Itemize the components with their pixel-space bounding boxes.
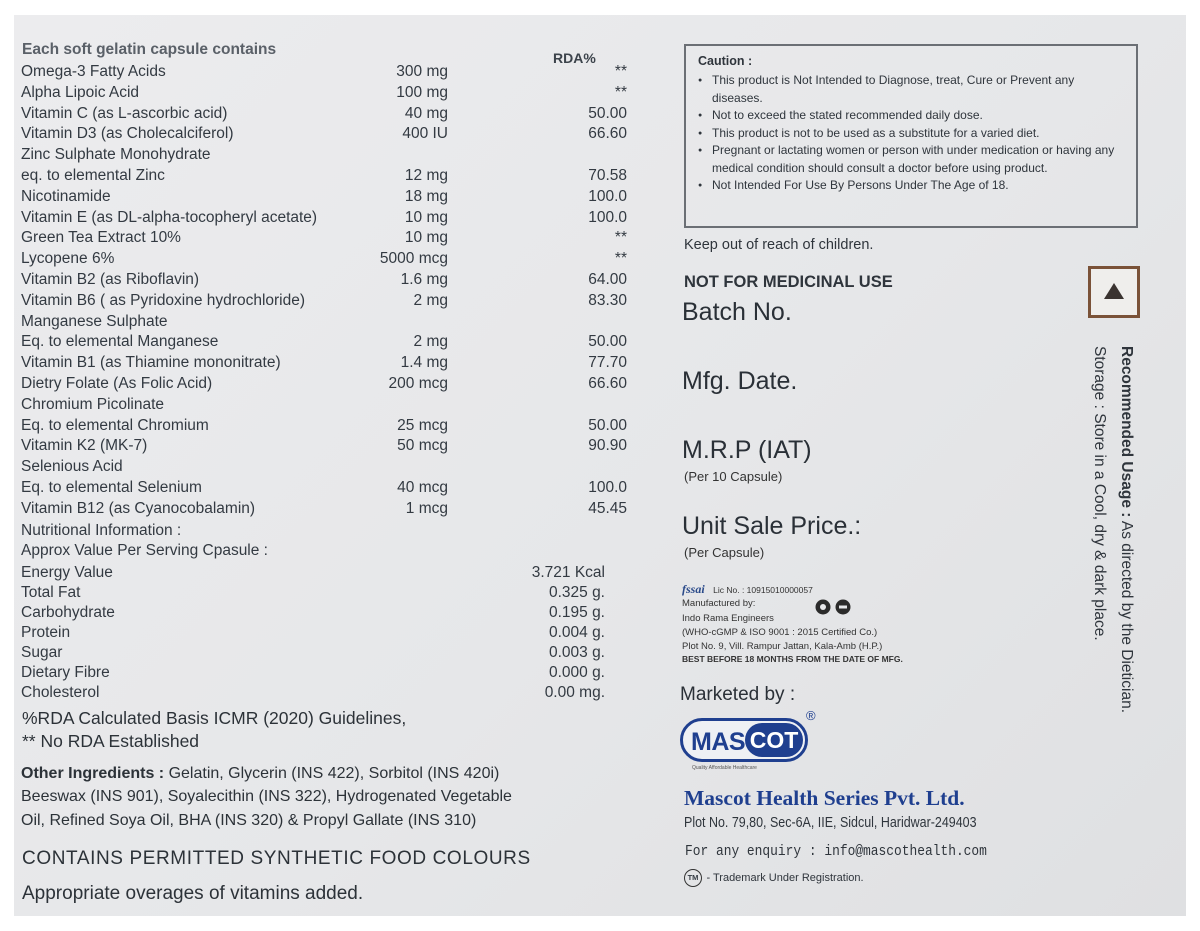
nutrition-row [21,683,611,703]
ingredient-rda: 66.60 [588,125,627,143]
nutrient-value: 0.000 g. [548,664,605,681]
nutrient-value: 0.003 g. [548,644,605,661]
ingredient-name: Vitamin B1 (as Thiamine mononitrate) [21,354,281,372]
ingredient-row [21,124,641,144]
ingredient-name: Vitamin K2 (MK-7) [21,437,148,455]
nutrition-row [21,603,611,623]
company-name: Mascot Health Series Pvt. Ltd. [684,786,965,810]
nutrient-name: Protein [21,624,71,641]
registered-mark: ® [806,708,816,723]
ingredient-rda: ** [614,250,627,268]
ingredient-rda: ** [614,83,627,101]
ingredient-row [21,353,641,373]
nutrient-value: 0.195 g. [548,604,605,621]
ingredient-name: Alpha Lipoic Acid [21,83,140,101]
ingredient-name: eq. to elemental Zinc [21,167,165,184]
ingredient-quantity: 1.6 mg [400,271,448,288]
fssai-line [682,580,813,598]
nutrition-row [21,563,611,583]
ingredient-name: Omega-3 Fatty Acids [21,63,166,80]
fssai-license: Lic No. : 10915010000057 [713,585,813,595]
ingredient-quantity: 18 mg [404,187,448,205]
ingredient-quantity: 50 mcg [397,437,448,455]
ingredient-rda: 100.0 [588,208,627,226]
enquiry-line: For any enquiry : info@mascothealth.com [685,843,987,860]
nutrition-row [21,663,611,683]
ingredient-rda: 45.45 [588,499,627,517]
caution-item: ● Not to exceed the stated recommended daily dose. [698,107,1128,125]
ingredient-name: Eq. to elemental Chromium [21,416,209,434]
ingredient-row [21,145,641,165]
not-medicinal-note: NOT FOR MEDICINAL USE [684,273,893,291]
ingredient-quantity: 300 mg [396,63,448,80]
ingredient-rda: 66.60 [588,375,627,392]
contains-heading: Each soft gelatin capsule contains [22,41,277,58]
nutrient-value: 0.325 g. [548,584,605,601]
ingredient-name: Vitamin C (as L-ascorbic acid) [21,104,228,122]
ingredient-row [21,249,641,269]
batch-number-label: Batch No. [682,298,792,326]
ingredient-quantity: 100 mg [396,83,448,101]
mrp-label: M.R.P (IAT) [682,436,812,464]
overages-note: Appropriate overages of vitamins added. [22,883,364,904]
rda-basis-note: %RDA Calculated Basis ICMR (2020) Guidelines, [22,708,407,728]
caution-item: ● Pregnant or lactating women or person with under medication or having any medical condition should consult a doctor before using product. [698,142,1128,177]
marketed-by-label: Marketed by : [680,684,796,705]
ingredient-row [21,62,641,82]
ingredient-name: Vitamin D3 (as Cholecalciferol) [21,125,234,143]
ingredient-quantity: 1 mcg [405,499,448,517]
ingredient-name: Manganese Sulphate [21,312,168,330]
trademark-note: - Trademark Under Registration. [706,872,864,884]
unit-price-sub-label: (Per Capsule) [684,545,765,560]
warning-box [1088,266,1140,318]
ingredient-quantity: 12 mg [404,167,448,184]
ingredient-rda: 90.90 [588,437,627,455]
mfg-date-label: Mfg. Date. [682,367,798,395]
ingredient-name: Eq. to elemental Selenium [21,479,202,496]
ingredient-name: Dietry Folate (As Folic Acid) [21,375,213,392]
ingredient-row [21,187,641,207]
other-ingredients-line-1: Other Ingredients : Gelatin, Glycerin (INS 422), Sorbitol (INS 420i) [21,765,500,782]
ingredient-rda: 50.00 [588,333,627,351]
keep-out-note: Keep out of reach of children. [684,237,874,253]
nutrition-row [21,623,611,643]
ingredient-rda: 100.0 [588,479,627,496]
ingredient-rda: 50.00 [588,104,627,122]
nutrition-row [21,583,611,603]
ingredient-row [21,499,641,519]
rda-heading: RDA% [553,50,596,66]
usage-text: As directed by the Dietician. [1118,517,1135,713]
ingredient-name: Green Tea Extract 10% [21,229,181,247]
nutrient-value: 0.004 g. [548,624,605,641]
ingredient-quantity: 1.4 mg [400,354,448,372]
nutrient-name: Dietary Fibre [21,664,110,681]
ingredient-quantity: 25 mcg [397,416,448,434]
ingredient-row [21,208,641,228]
company-address: Plot No. 79,80, Sec-6A, IIE, Sidcul, Haridwar-249403 [684,815,977,831]
nutrient-name: Cholesterol [21,684,100,701]
nutrition-subheading: Approx Value Per Serving Cpasule : [21,542,268,559]
mascot-logo-badge [680,718,808,762]
best-before-note: BEST BEFORE 18 MONTHS FROM THE DATE OF MFG. [682,654,903,664]
no-rda-note: ** No RDA Established [22,731,200,751]
ingredient-name: Vitamin B6 ( as Pyridoxine hydrochloride) [21,291,306,309]
caution-box [684,44,1138,228]
manufacturer-address: Plot No. 9, Vill. Rampur Jattan, Kala-Amb (H.P.) [682,641,883,652]
mascot-logo-text-2: COT [745,723,803,757]
caution-title: Caution : [698,54,753,68]
ingredient-quantity: 10 mg [404,229,448,247]
nutrient-name: Carbohydrate [21,604,115,621]
mrp-sub-label: (Per 10 Capsule) [684,469,783,484]
manufacturer-name: Indo Rama Engineers [682,613,774,624]
other-ingredients-label: Other Ingredients : [21,765,165,782]
ingredient-row [21,104,641,124]
ingredient-rda: 70.58 [588,167,627,184]
ingredient-name: Vitamin B12 (as Cyanocobalamin) [21,499,256,517]
ingredient-quantity: 2 mg [413,291,448,309]
nutrient-value: 0.00 mg. [544,684,605,701]
ingredient-row [21,478,641,498]
veg-symbol-icon [814,598,854,616]
manufactured-by-label: Manufactured by: [682,598,756,609]
ingredient-row [21,228,641,248]
ingredient-row [21,416,641,436]
caution-item: ● This product is not to be used as a substitute for a varied diet. [698,125,1128,143]
ingredient-rda: 100.0 [588,187,627,205]
fssai-logo: fssai [682,582,705,596]
ingredient-row [21,83,641,103]
storage-instruction: Storage : Store in a Cool, dry & dark place. [1091,346,1108,641]
ingredient-name: Eq. to elemental Manganese [21,333,219,351]
ingredient-rda: 50.00 [588,416,627,434]
ingredient-quantity: 200 mcg [388,375,448,392]
nutrient-name: Energy Value [21,564,113,581]
nutrition-row [21,643,611,663]
ingredient-row [21,291,641,311]
mascot-logo-tagline: Quality Affordable Healthcare [692,765,757,771]
ingredient-row [21,374,641,394]
ingredient-row [21,270,641,290]
mascot-logo [678,710,820,774]
ingredient-row [21,436,641,456]
ingredient-quantity: 40 mg [404,104,448,122]
other-ingredients-line-2: Beeswax (INS 901), Soyalecithin (INS 322), Hydrogenated Vegetable [21,788,512,805]
caution-item: ● Not Intended For Use By Persons Under The Age of 18. [698,177,1128,195]
unit-price-label: Unit Sale Price.: [682,512,862,540]
ingredient-name: Vitamin E (as DL-alpha-tocopheryl acetate) [21,208,318,226]
ingredient-row [21,457,641,477]
ingredient-row [21,166,641,186]
nutrient-name: Total Fat [21,584,81,601]
caution-item: ● This product is Not Intended to Diagnose, treat, Cure or Prevent any diseases. [698,72,1128,107]
ingredient-row [21,332,641,352]
warning-triangle-icon [1103,281,1125,301]
usage-label: Recommended Usage : [1118,346,1135,518]
ingredient-quantity: 2 mg [413,333,448,351]
ingredient-quantity: 10 mg [404,208,448,226]
nutrition-heading: Nutritional Information : [21,522,182,539]
tm-icon: TM [684,869,702,887]
nutrient-value: 3.721 Kcal [531,564,605,581]
ingredient-row [21,312,641,332]
ingredient-rda: ** [614,229,627,247]
ingredient-rda: 77.70 [588,354,627,372]
ingredient-quantity: 400 IU [402,125,448,143]
ingredient-name: Chromium Picolinate [21,395,164,413]
nutrient-name: Sugar [21,644,63,661]
ingredient-quantity: 40 mcg [397,479,448,496]
recommended-usage [1117,346,1135,713]
ingredient-name: Selenious Acid [21,458,123,476]
ingredient-name: Lycopene 6% [21,250,115,268]
other-ingredients-line-3: Oil, Refined Soya Oil, BHA (INS 320) & Propyl Gallate (INS 310) [21,812,477,829]
ingredient-rda: ** [614,63,627,80]
ingredient-name: Vitamin B2 (as Riboflavin) [21,271,200,288]
synthetic-colours-note: CONTAINS PERMITTED SYNTHETIC FOOD COLOURS [22,848,531,869]
ingredient-name: Zinc Sulphate Monohydrate [21,146,211,164]
ingredient-rda: 64.00 [588,271,627,288]
ingredient-quantity: 5000 mcg [379,250,448,268]
ingredient-name: Nicotinamide [21,187,111,205]
trademark-line [684,869,864,887]
mascot-logo-text-1: MAS [691,728,746,756]
caution-list [698,72,1128,195]
ingredient-row [21,395,641,415]
manufacturer-certification: (WHO-cGMP & ISO 9001 : 2015 Certified Co.) [682,627,878,638]
ingredient-rda: 83.30 [588,291,627,309]
